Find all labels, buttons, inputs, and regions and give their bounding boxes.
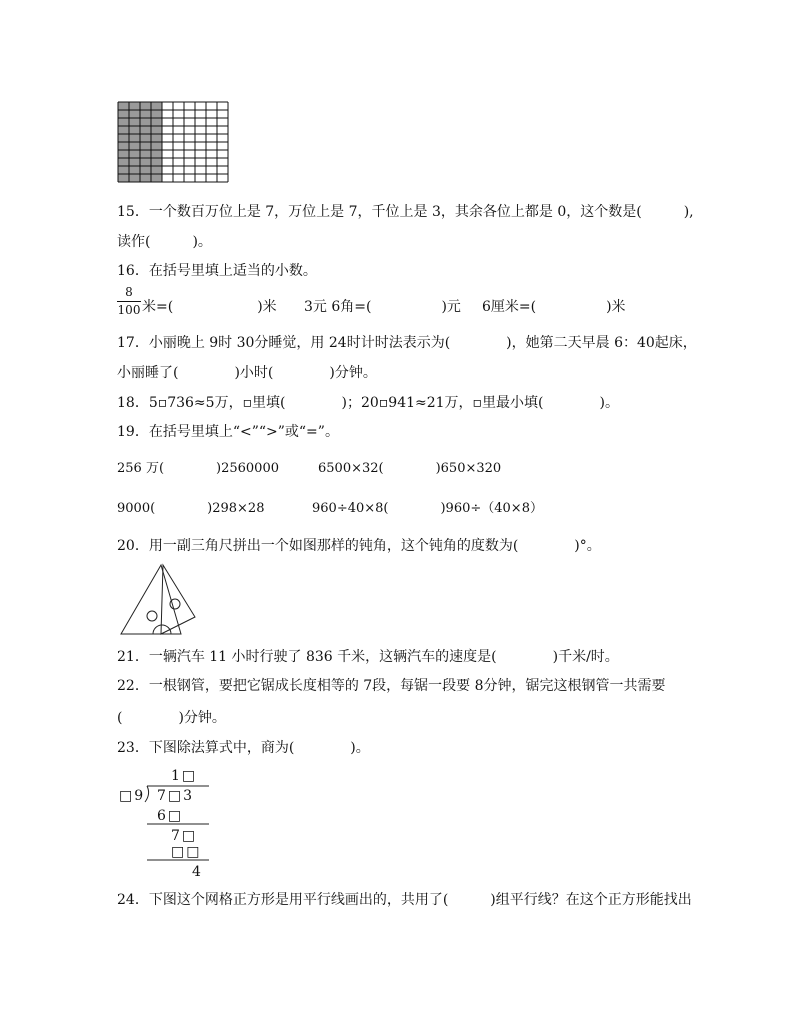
division-dividend: 7□3 <box>157 788 195 804</box>
question-22-line-1: 22．一根钢管，要把它锯成长度相等的 7段，每锯一段要 8分钟，锯完这根钢管一共需要 <box>117 678 666 694</box>
question-15-line-1: 15．一个数百万位上是 7，万位上是 7，千位上是 3，其余各位上都是 0，这个数是( ), <box>117 204 694 220</box>
question-16-part-1: 米=( )米 <box>142 299 277 315</box>
question-16-title: 16．在括号里填上适当的小数。 <box>117 263 317 279</box>
angle-arc <box>153 625 171 634</box>
question-19-item-a: 256 万( )2560000 <box>117 461 279 476</box>
question-22-line-2: ( )分钟。 <box>117 710 226 726</box>
question-24: 24．下图这个网格正方形是用平行线画出的，共用了( )组平行线？在这个正方形能找出 <box>117 892 692 908</box>
question-23: 23．下图除法算式中，商为( )。 <box>117 740 370 756</box>
question-19-item-c: 9000( )298×28 <box>117 501 265 516</box>
question-20: 20．用一副三角尺拼出一个如图那样的钝角，这个钝角的度数为( )°。 <box>117 538 601 554</box>
fraction-8-over-100 <box>117 285 141 318</box>
division-lines <box>117 766 217 876</box>
division-subtract-1: 6□ <box>157 808 184 824</box>
question-18: 18．5▫736≈5万，▫里填( )；20▫941≈21万，▫里最小填( )。 <box>117 395 619 411</box>
triangle-hole-right <box>170 599 180 609</box>
fraction-denominator: 100 <box>117 303 141 317</box>
question-16-part-3: 6厘米=( )米 <box>482 299 626 315</box>
question-17-line-1: 17．小丽晚上 9时 30分睡觉，用 24时计时法表示为( )，她第二天早晨 6：40起床， <box>117 335 697 351</box>
question-19-item-d: 960÷40×8( )960÷（40×8） <box>312 501 543 516</box>
question-16-part-2: 3元 6角=( )元 <box>304 299 461 315</box>
hundred-grid-figure <box>117 101 229 183</box>
question-19-title: 19．在括号里填上“<”“>”或“=”。 <box>117 424 339 440</box>
division-remainder-1: 7□ <box>171 828 198 844</box>
long-division-figure <box>117 766 217 880</box>
set-squares-obtuse-angle-figure <box>117 562 199 638</box>
division-remainder: 4 <box>192 864 203 880</box>
question-19-item-b: 6500×32( )650×320 <box>318 461 502 476</box>
question-17-line-2: 小丽睡了( )小时( )分钟。 <box>117 365 377 381</box>
division-divisor: □9 <box>119 788 146 804</box>
division-subtract-2: □□ <box>171 844 202 860</box>
question-15-line-2: 读作( )。 <box>117 234 212 250</box>
question-21: 21．一辆汽车 11 小时行驶了 836 千米，这辆汽车的速度是( )千米/时。 <box>117 649 619 665</box>
division-quotient: 1□ <box>171 768 198 784</box>
triangle-hole-left <box>147 611 157 621</box>
fraction-numerator: 8 <box>125 285 133 299</box>
